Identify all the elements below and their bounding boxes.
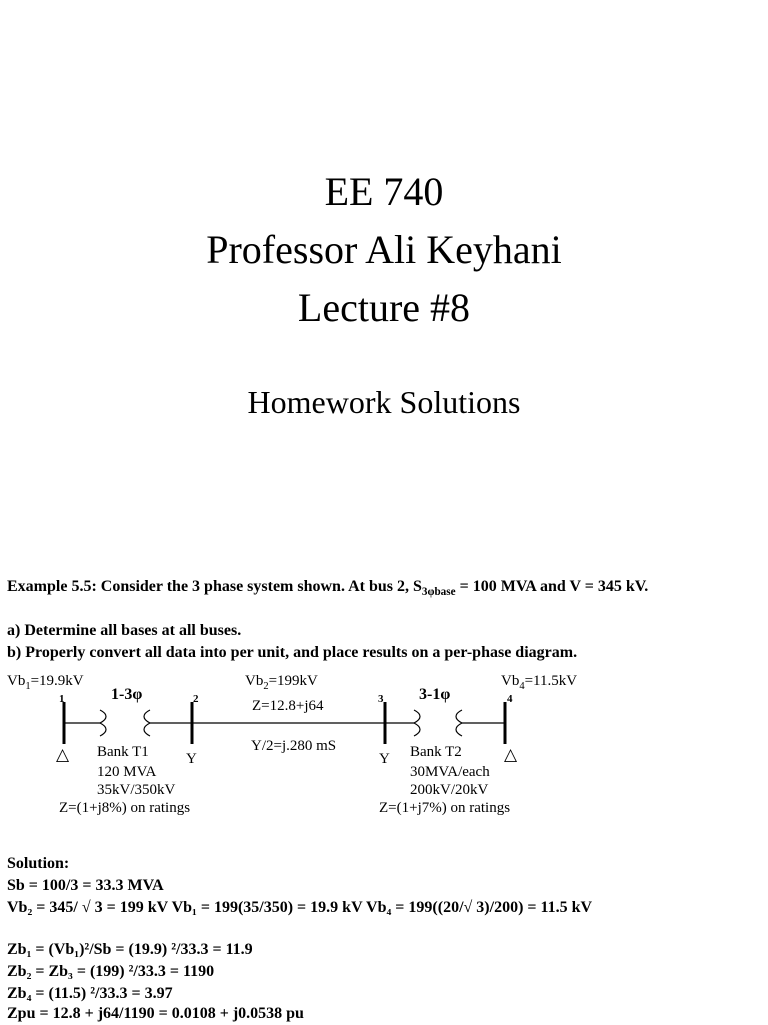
solution-zb1: Zb₁ = (Vb₁)²/Sb = (19.9) ²/33.3 = 11.9 xyxy=(7,941,253,958)
example-statement: Example 5.5: Consider the 3 phase system shown. At bus 2, $S_{3\varphi base} = 100$ MVA and V = 345 kV. xyxy=(7,578,649,599)
solution-heading: Solution: xyxy=(7,855,70,872)
t2-primary-coil xyxy=(414,710,420,736)
t2-secondary-coil xyxy=(456,710,462,736)
solution-zb4: Zb₄ = (11.5) ²/33.3 = 3.97 xyxy=(7,985,173,1002)
subtitle: Homework Solutions xyxy=(247,384,521,420)
bus-1-delta-symbol: △ xyxy=(56,745,70,764)
t2-type-label: 3-1φ xyxy=(419,686,451,703)
bus-1-number: 1 xyxy=(59,693,65,705)
bank-t2-impedance: Z=(1+j7%) on ratings xyxy=(379,800,511,816)
bank-t1-voltage: 35kV/350kV xyxy=(97,782,176,798)
lecture-number: Lecture #8 xyxy=(297,285,471,330)
line-admittance-label: Y/2=j.280 mS xyxy=(251,738,337,754)
bank-t2-voltage: 200kV/20kV xyxy=(410,782,489,798)
bank-t1-name: Bank T1 xyxy=(97,744,149,760)
t1-type-label: 1-3φ xyxy=(111,686,143,703)
t1-primary-coil xyxy=(100,710,106,736)
solution-zb2: Zb₂ = Zb₃ = (199) ²/33.3 = 1190 xyxy=(7,963,215,980)
solution-zpu: Zpu = 12.8 + j64/1190 = 0.0108 + j0.0538 pu xyxy=(7,1005,304,1022)
bank-t2-name: Bank T2 xyxy=(410,744,462,760)
bank-t2-rating: 30MVA/each xyxy=(410,764,490,780)
line-impedance-label: Z=12.8+j64 xyxy=(252,698,324,714)
bus-4-delta-symbol: △ xyxy=(504,745,518,764)
part-a: a) Determine all bases at all buses. xyxy=(7,622,242,639)
bus-4-number: 4 xyxy=(507,693,513,705)
bus-2-number: 2 xyxy=(193,693,199,705)
bank-t1-impedance: Z=(1+j8%) on ratings xyxy=(59,800,191,816)
solution-vb: Vb₂ = 345/ √ 3 = 199 kV Vb₁ = 199(35/350) = 19.9 kV Vb₄ = 199((20/√ 3)/200) = 11.5 kV xyxy=(7,899,593,916)
bank-t1-rating: 120 MVA xyxy=(97,764,157,780)
vb1-label: $Vb_1=19.9kV$ xyxy=(7,673,84,692)
bus-2-wye-symbol: Y xyxy=(186,751,197,767)
bus-3-number: 3 xyxy=(378,693,384,705)
solution-sb: Sb = 100/3 = 33.3 MVA xyxy=(7,877,164,894)
vb4-label: $Vb_4=11.5kV$ xyxy=(501,673,578,692)
vb2-label: $Vb_2=199kV$ xyxy=(245,673,318,692)
part-b: b) Properly convert all data into per unit, and place results on a per-phase diagram. xyxy=(7,644,578,661)
professor-name: Professor Ali Keyhani xyxy=(206,227,562,272)
bus-3-wye-symbol: Y xyxy=(379,751,390,767)
t1-secondary-coil xyxy=(144,710,150,736)
course-title: EE 740 xyxy=(324,169,444,214)
